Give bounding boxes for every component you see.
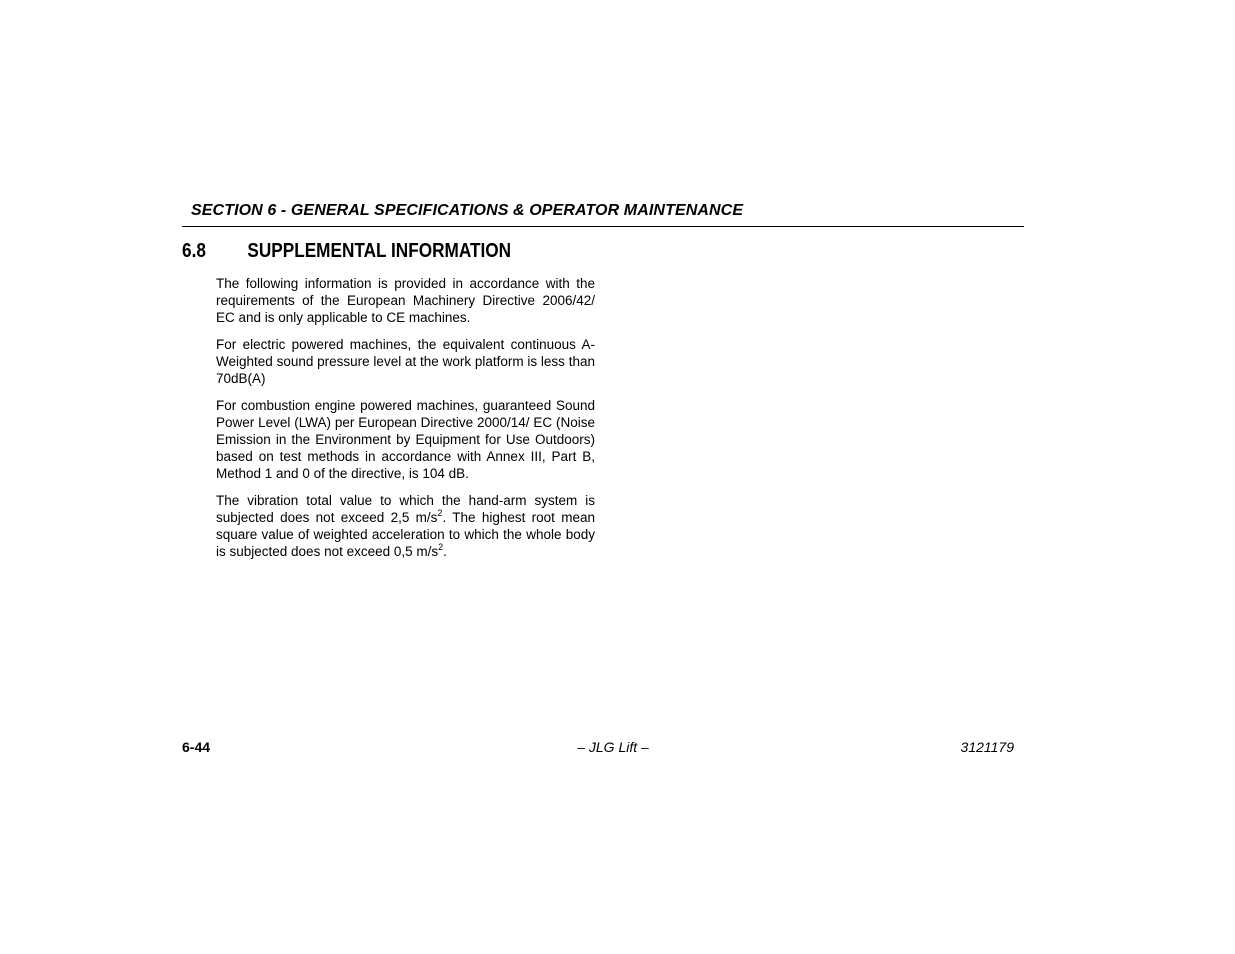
paragraph-vibration	[216, 492, 595, 560]
section-heading	[182, 240, 511, 263]
section-header: SECTION 6 - GENERAL SPECIFICATIONS & OPERATOR MAINTENANCE	[191, 202, 744, 219]
paragraph-electric-sound: For electric powered machines, the equivalent continuous A-Weighted sound pressure level at the work platform is less than 70dB(A)	[216, 337, 595, 386]
vibration-text-2: . The highest root mean square value of weighted acceleration to which the whole body is subjected does not exceed 0,5 m/s	[216, 510, 595, 559]
paragraph-ce-directive: The following information is provided in accordance with the requirements of the European Machinery Directive 2006/42/ EC and is only applicable to CE machines.	[216, 276, 595, 325]
vibration-text-3: .	[443, 544, 447, 559]
heading-title: SUPPLEMENTAL INFORMATION	[247, 240, 512, 262]
paragraph-combustion-sound: For combustion engine powered machines, guaranteed Sound Power Level (LWA) per European Directive 2000/14/ EC (Noise Emission in the Environment by Equipment for Use Outdoors) based on test methods in accordance with Annex III, Part B, Method 1 and 0 of the directive, is 104 dB.	[216, 398, 595, 481]
vibration-text-1: The vibration total value to which the hand-arm system is subjected does not exceed 2,5 m/s	[216, 493, 595, 525]
superscript: 2	[438, 542, 444, 552]
header-divider	[182, 226, 1024, 227]
body-content	[216, 275, 595, 570]
page-number: 6-44	[182, 739, 211, 755]
footer-title: – JLG Lift –	[577, 739, 649, 755]
heading-number: 6.8	[182, 240, 206, 262]
superscript: 2	[437, 508, 443, 518]
document-number: 3121179	[960, 739, 1014, 755]
